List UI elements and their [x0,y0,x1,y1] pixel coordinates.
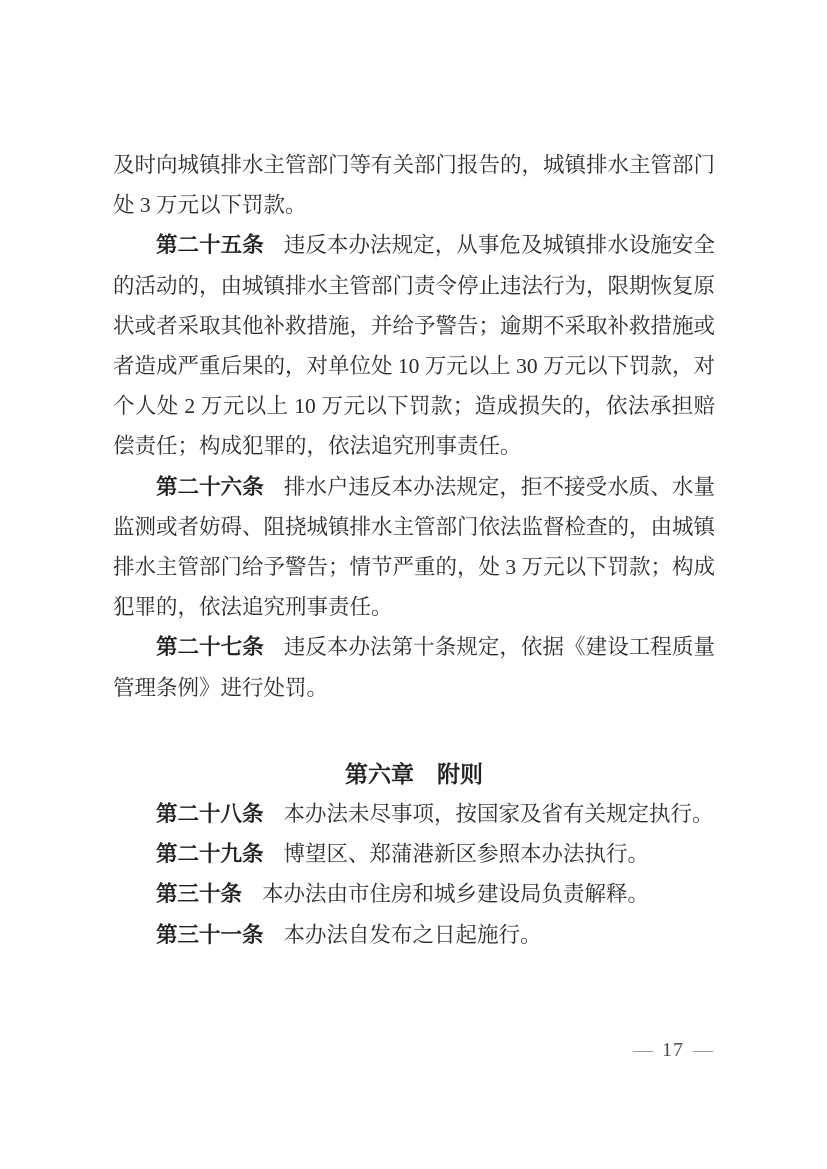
article-31-text: 本办法自发布之日起施行。 [283,922,542,947]
page-number: 17 [662,1039,684,1061]
article-28 [113,794,715,834]
article-26-label: 第二十六条 [156,474,264,499]
article-27-text: 违反本办法第十条规定，依据《建设工程质量管理条例》进行处罚。 [113,635,715,700]
article-28-text: 本办法未尽事项，按国家及省有关规定执行。 [283,802,714,827]
footer-dash-right: — [693,1039,713,1061]
article-25 [113,225,715,466]
article-30-label: 第三十条 [156,882,243,907]
article-25-label: 第二十五条 [156,233,264,258]
article-26-text: 排水户违反本办法规定，拒不接受水质、水量监测或者妨碍、阻挠城镇排水主管部门依法监督检查的，由城镇排水主管部门给予警告；情节严重的，处 3 万元以下罚款；构成犯罪的，依法追究刑事责任。 [113,474,716,620]
chapter-heading: 第六章 附则 [345,760,483,787]
article-31 [113,915,715,955]
article-30 [113,874,715,914]
article-29-text: 博望区、郑蒲港新区参照本办法执行。 [283,842,650,867]
article-26 [113,467,715,628]
article-27-label: 第二十七条 [156,635,264,660]
document-body [113,145,715,955]
article-31-label: 第三十一条 [156,922,264,947]
footer-dash-left: — [633,1039,653,1061]
article-30-text: 本办法由市住房和城乡建设局负责解释。 [262,882,650,907]
page-footer [633,1038,713,1062]
article-25-text: 违反本办法规定，从事危及城镇排水设施安全的活动的，由城镇排水主管部门责令停止违法行为，限期恢复原状或者采取其他补救措施，并给予警告；逾期不采取补救措施或者造成严重后果的，对单位处 10 万元以上 30 万元以下罚款，对个人处 2 万元以上 10 万元以下罚款；造成损失的，依法承担赔偿责任；构成犯罪的，依法追究刑事责任。 [113,233,716,459]
paragraph-continuation: 及时向城镇排水主管部门等有关部门报告的，城镇排水主管部门处 3 万元以下罚款。 [113,153,716,218]
article-29 [113,834,715,874]
article-27 [113,627,715,707]
article-28-label: 第二十八条 [156,802,264,827]
article-29-label: 第二十九条 [156,842,264,867]
